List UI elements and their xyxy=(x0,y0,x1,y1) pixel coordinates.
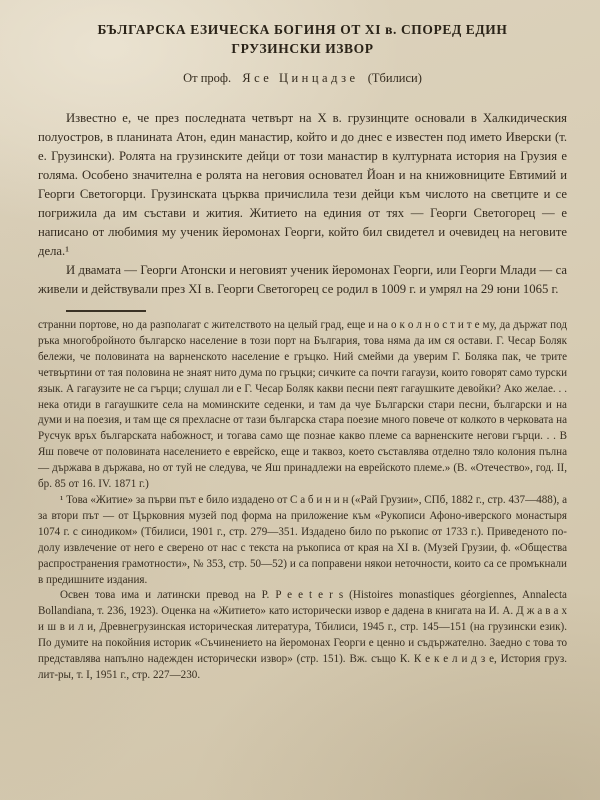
article-title xyxy=(38,20,567,58)
footnote-1: ¹ Това «Житие» за първи път е било издадено от С а б и н и н («Рай Грузии», СПб, 1882 г., стр. 437—488), а за втори път — от Църковния музей под форма на приложение към «Рукописи Афоно-иверского монастыря 1074 г. с синодиком» (Тбилиси, 1901 г., стр. 279—351. Издадено било по ръкопис от 1733 г.). Приведеното по-долу извлечение от него е сверено от нас с текста на ръкописа от края на XI в. (Музей Грузии, ф. «Общества распространения грамотности», № 353, стр. 50—52) и са поправени някои неточности, които са се промъкнали в предишните издания. xyxy=(38,493,567,586)
body-paragraph-1: Известно е, че през последната четвърт на X в. грузинците основали в Халкидическия полуостров, в планината Атон, един манастир, който и до днес е известен под името Иверски (т. е. Грузински). Ролята на грузинските дейци от този манастир в културната история на Грузия е голяма. Особено значителна е ролята на неговия основател Йоан и на книжовниците Евтимий и Георги Светогорци. Грузинската църква причислила тези дейци към числото на светците и се погрижила да им състави и жития. Житието на единия от тях — Георги Светогорец — е написано от любимия му ученик йеромонах Георги, който бил свидетел и очевидец на неговите дела.¹ xyxy=(38,111,567,258)
article-body xyxy=(38,109,567,299)
footnote-continuation: странни портове, но да разполагат с жителството на целый град, еще и на о к о л н о с т и т е му, да държат под ръка многобройното българско население в този порт на България, това няма да им ся остави. Г. Чесар Боляк бележи, че половината на варненското население е гръцко. Ний смейми да уверим Г. Боляка пак, че трите четвъртини от тая половина не знаят нито дума по гръцки; сичките са почти гагаузи, които говорят само турски язык. А гагаузите не са гърци; слушал ли е Г. Чесар Боляк какви песни пеят гагаушките девойки? Ако желае. . . нека отиди в гагаушките села на моминските седенки, и там да чуе Български стари песни, български и на думи и на поезия, и там ще ся прехласне от тази българска стара поезие много повече от колкото в черковата на Русчук връх българската набожност, и тогава само ще познае какво племе са варненските негови гърци. . . В Яш повече от половината населението е еврейско, еще и таквоз, което съставлява отделно тяло колония пълна — държава в държава, но от туй не следува, че Яш принадлежи на еврейското племе.» (В. «Отечество», год. II, бр. 85 от 16. IV. 1871 г.) xyxy=(38,319,568,491)
byline-prefix: От проф. xyxy=(183,71,232,85)
footnote-1-second-paragraph: Освен това има и латински превод на P. P e e t e r s (Histoires monastiques géorgiennes, Annalecta Bollandiana, т. 236, 1923). Оценка на «Житието» като исторически извор е дадена в книгата на И. А. Д ж а в а х и ш в и л и, Древнегрузинская историческая литература, Тбилиси, 1945 г., стр. 145—151 (на грузински език). По думите на покойния историк «Съчинението на йеромонах Георги е ценно и съдържателно. Заедно с това то представлява напълно надежден исторически извор» (стр. 151). Вж. също К. К е к е л и д з е, История груз. лит-ры, т. I, 1951 г., стр. 227—230. xyxy=(38,589,567,681)
byline-author: Ясе Цинцадзе xyxy=(242,71,359,85)
article-title-line2: ГРУЗИНСКИ ИЗВОР xyxy=(231,41,374,56)
article-title-line1: БЪЛГАРСКА ЕЗИЧЕСКА БОГИНЯ ОТ XI в. СПОРЕД ЕДИН xyxy=(97,22,508,37)
body-paragraph-2: И двамата — Георги Атонски и неговият ученик йеромонах Георги, или Георги Млади — са живели и действували през XI в. Георги Светогорец се родил в 1009 г. и умрял на 29 юни 1065 г. xyxy=(38,263,567,296)
byline-location: (Тбилиси) xyxy=(367,71,422,85)
byline xyxy=(38,71,567,86)
footnotes-section xyxy=(38,318,567,684)
footnote-divider xyxy=(66,310,146,312)
